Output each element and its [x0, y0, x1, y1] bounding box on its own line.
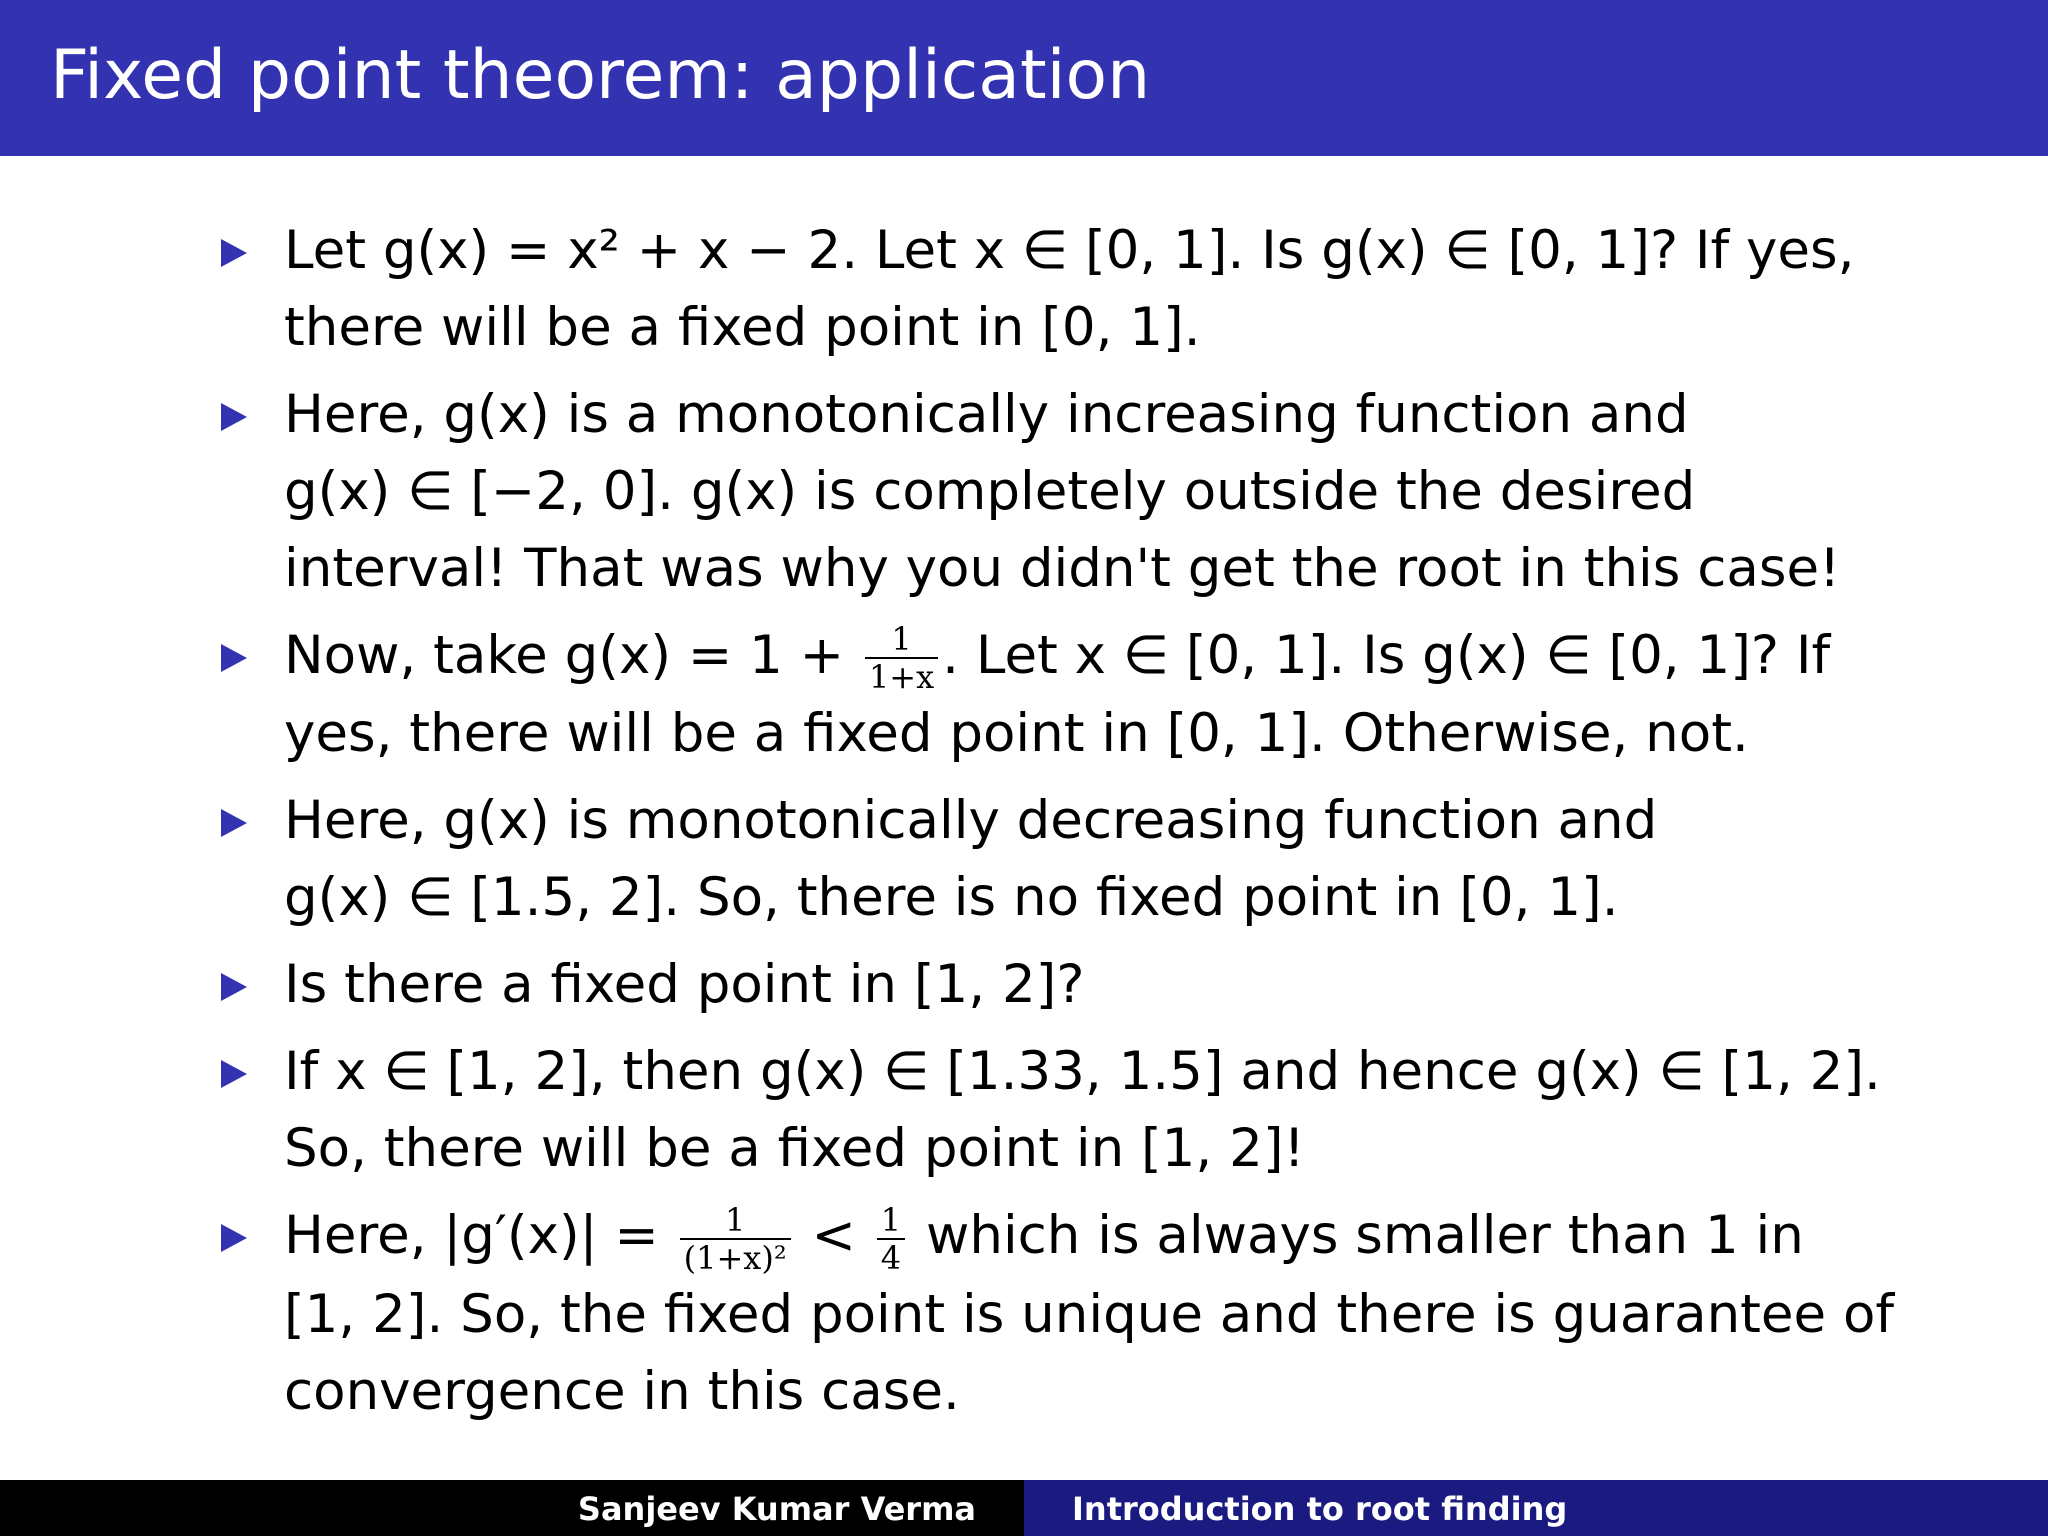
bullet-item-7	[218, 1197, 1898, 1429]
bullet-item-2	[218, 376, 1898, 607]
triangle-bullet-icon	[221, 1224, 247, 1252]
bullet-2-line-3: interval! That was why you didn't get the root in this case!	[284, 538, 1841, 599]
fraction-denominator: 4	[880, 1238, 902, 1277]
bullet-6-line-1: If x ∈ [1, 2], then g(x) ∈ [1.33, 1.5] and hence g(x) ∈ [1, 2].	[284, 1041, 1881, 1103]
footer-author-panel	[0, 1480, 1024, 1536]
bullet-2-line-2: g(x) ∈ [−2, 0]. g(x) is completely outside the desired	[284, 461, 1696, 522]
bullet-item-1	[218, 212, 1898, 366]
title-bar	[0, 0, 2048, 156]
bullet-3-line-1	[284, 617, 1898, 695]
bullet-7-line-2: [1, 2]. So, the fixed point is unique and there is guarantee of	[284, 1283, 1895, 1345]
fraction-derivative-bound	[680, 1202, 791, 1276]
triangle-bullet-icon	[221, 644, 247, 672]
bullet-4-line-1: Here, g(x) is monotonically decreasing function and	[284, 790, 1658, 852]
bullet-list	[218, 212, 1898, 1440]
slide-title: Fixed point theorem: application	[50, 36, 1151, 115]
footer-talk-title: Introduction to root finding	[1072, 1490, 1568, 1528]
bullet-3-text-post: . Let x ∈ [0, 1]. Is g(x) ∈ [0, 1]? If	[942, 625, 1831, 686]
footer-title-panel	[1024, 1480, 2048, 1536]
footer-author: Sanjeev Kumar Verma	[577, 1490, 976, 1528]
bullet-3-line-2: yes, there will be a fixed point in [0, 1]. Otherwise, not.	[284, 703, 1749, 765]
bullet-item-5	[218, 946, 1898, 1023]
bullet-1-line-2: there will be a fixed point in [0, 1].	[284, 297, 1201, 358]
fraction-1-over-1-plus-x	[865, 621, 938, 695]
bullet-4-line-2: g(x) ∈ [1.5, 2]. So, there is no fixed point in [0, 1].	[284, 867, 1619, 929]
bullet-item-6	[218, 1033, 1898, 1187]
less-than-symbol: <	[811, 1205, 856, 1267]
fraction-numerator: 1	[680, 1202, 791, 1240]
bullet-2-line-1: Here, g(x) is a monotonically increasing function and	[284, 384, 1689, 445]
bullet-item-3	[218, 617, 1898, 772]
fraction-denominator: 1+x	[868, 658, 935, 697]
triangle-bullet-icon	[221, 809, 247, 837]
bullet-item-4	[218, 782, 1898, 936]
bullet-5-line-1: Is there a fixed point in [1, 2]?	[284, 954, 1085, 1016]
bullet-7-line-1	[284, 1197, 1898, 1275]
bullet-7-text-post: which is always smaller than 1 in	[926, 1205, 1804, 1267]
fraction-numerator: 1	[877, 1202, 905, 1240]
fraction-numerator: 1	[865, 621, 938, 659]
fraction-denominator: (1+x)²	[683, 1238, 787, 1277]
triangle-bullet-icon	[221, 973, 247, 1001]
footer-bar	[0, 1480, 2048, 1536]
bullet-1-line-1: Let g(x) = x² + x − 2. Let x ∈ [0, 1]. Is g(x) ∈ [0, 1]? If yes,	[284, 220, 1855, 281]
triangle-bullet-icon	[221, 239, 247, 267]
bullet-7-text-pre: Here, |g′(x)| =	[284, 1205, 659, 1267]
bullet-6-line-2: So, there will be a fixed point in [1, 2]!	[284, 1118, 1305, 1180]
bullet-3-text-pre: Now, take g(x) = 1 +	[284, 625, 845, 686]
triangle-bullet-icon	[221, 403, 247, 431]
fraction-one-quarter	[877, 1202, 905, 1276]
bullet-7-line-3: convergence in this case.	[284, 1360, 960, 1422]
triangle-bullet-icon	[221, 1060, 247, 1088]
